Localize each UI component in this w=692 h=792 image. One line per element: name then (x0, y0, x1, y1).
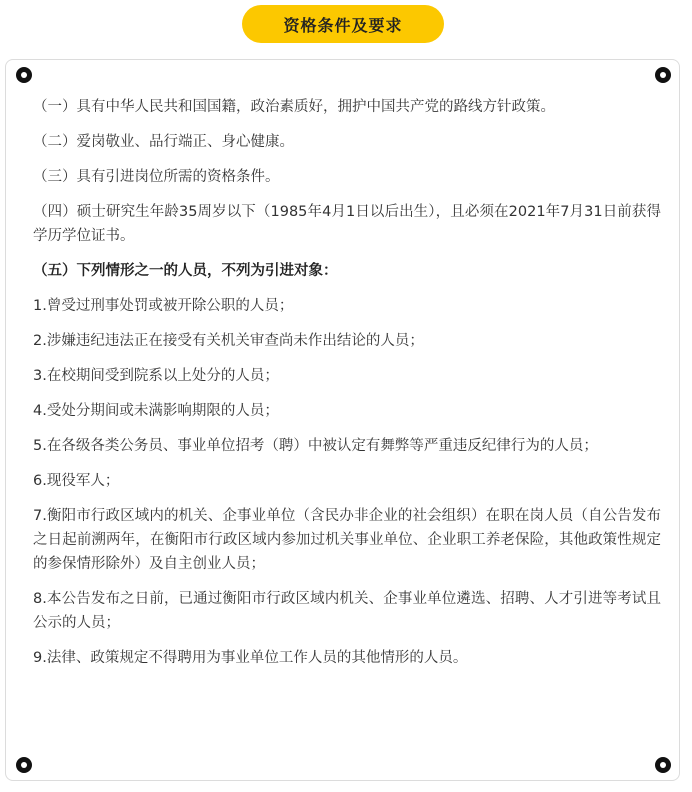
corner-dot-icon (655, 67, 671, 83)
exclusion-item: 1.曾受过刑事处罚或被开除公职的人员； (33, 298, 294, 314)
exclusion-item: 4.受处分期间或未满影响期限的人员； (33, 403, 279, 419)
requirements-content (33, 95, 661, 681)
corner-dot-icon (16, 67, 32, 83)
exclusion-item: 6.现役军人； (33, 473, 120, 489)
exclusion-item: 2.涉嫌违纪违法正在接受有关机关审查尚未作出结论的人员； (33, 333, 424, 349)
exclusion-item: 7.衡阳市行政区域内的机关、企事业单位（含民办非企业的社会组织）在职在岗人员（自公告发布之日起前溯两年，在衡阳市行政区域内参加过机关事业单位、企业职工养老保险，其他政策性规定的参保情形除外）及自主创业人员； (33, 508, 661, 572)
corner-dot-icon (655, 757, 671, 773)
requirement-3: （三）具有引进岗位所需的资格条件。 (33, 169, 280, 185)
exclusion-item: 5.在各级各类公务员、事业单位招考（聘）中被认定有舞弊等严重违反纪律行为的人员； (33, 438, 598, 454)
requirement-2: （二）爱岗敬业、品行端正、身心健康。 (33, 134, 294, 150)
corner-dot-icon (16, 757, 32, 773)
section-title: 资格条件及要求 (242, 5, 444, 43)
exclusion-item: 9.法律、政策规定不得聘用为事业单位工作人员的其他情形的人员。 (33, 650, 468, 666)
exclusion-heading: （五）下列情形之一的人员，不列为引进对象： (33, 263, 338, 279)
exclusion-item: 3.在校期间受到院系以上处分的人员； (33, 368, 279, 384)
exclusion-item: 8.本公告发布之日前，已通过衡阳市行政区域内机关、企事业单位遴选、招聘、人才引进等考试且公示的人员； (33, 591, 661, 631)
requirement-4: （四）硕士研究生年龄35周岁以下（1985年4月1日以后出生），且必须在2021年7月31日前获得学历学位证书。 (33, 204, 661, 244)
requirement-1: （一）具有中华人民共和国国籍，政治素质好，拥护中国共产党的路线方针政策。 (33, 99, 555, 115)
